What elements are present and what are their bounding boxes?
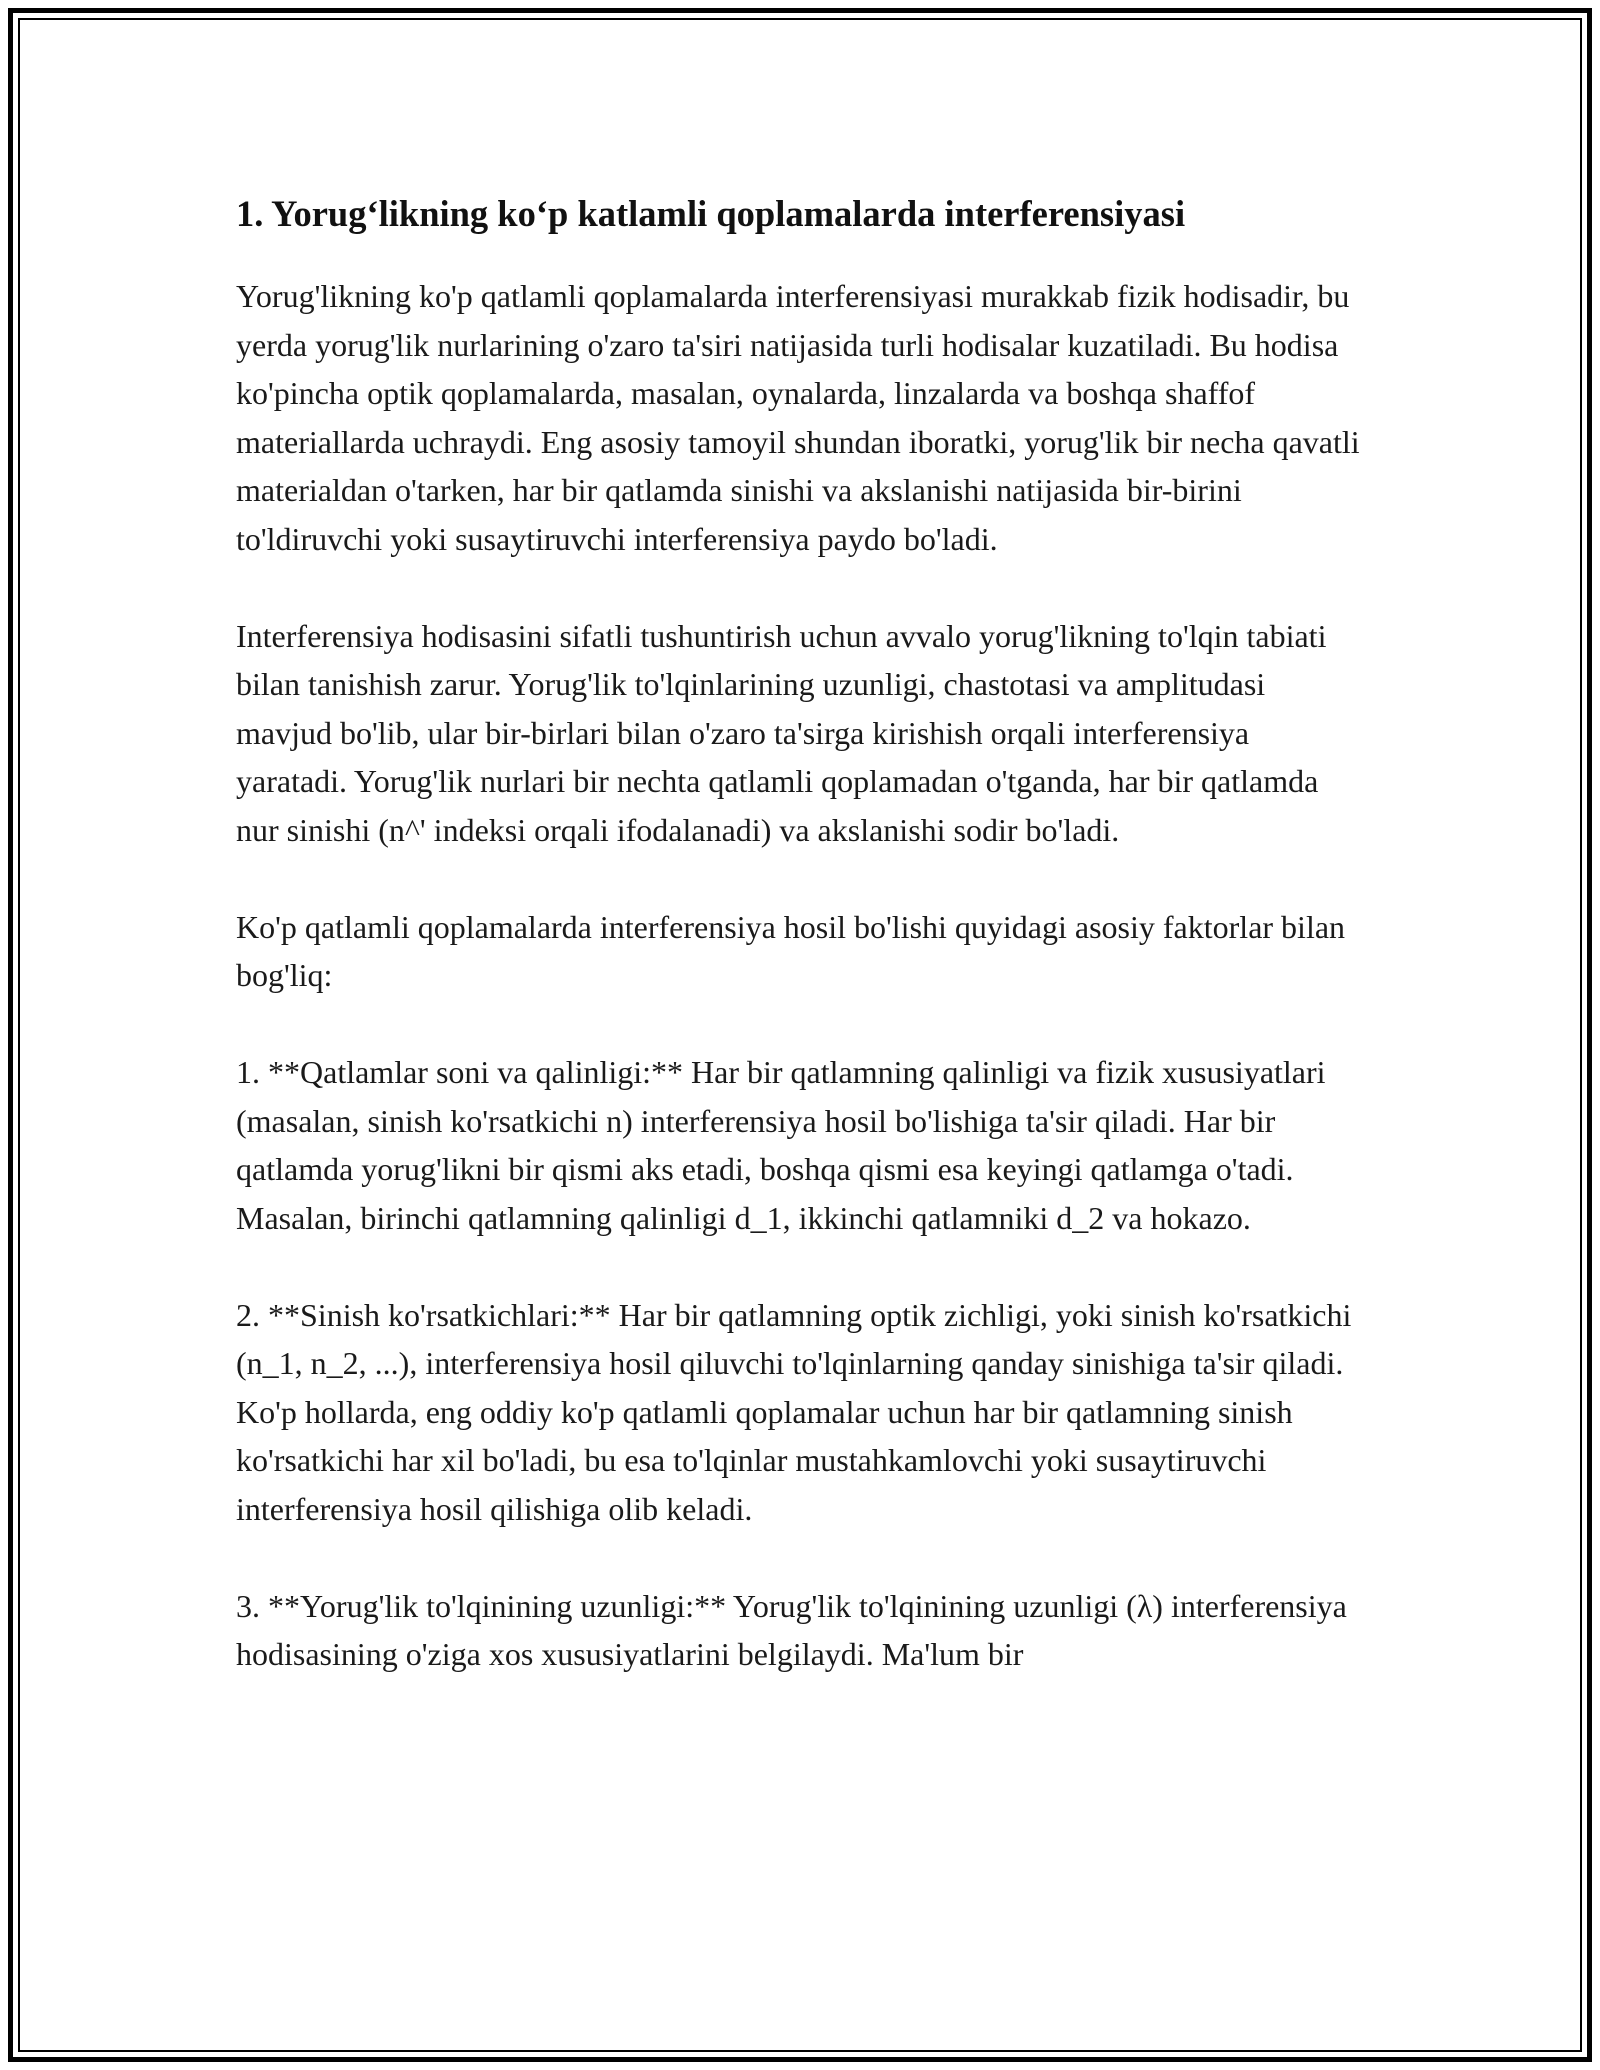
list-item-layers: 1. **Qatlamlar soni va qalinligi:** Har bir qatlamning qalinligi va fizik xususiyatlari (masalan, sinish ko'rsatkichi n) interferensiya hosil bo'lishiga ta'sir qiladi. Har bir qatlamda yorug'likni bir qismi aks etadi, boshqa qismi esa keyingi qatlamga o'tadi. Masalan, birinchi qatlamning qalinligi d_1, ikkinchi qatlamniki d_2 va hokazo. — [236, 1054, 1326, 1236]
document-body — [236, 190, 1366, 1679]
list-item-refraction: 2. **Sinish ko'rsatkichlari:** Har bir qatlamning optik zichligi, yoki sinish ko'rsatkichi (n_1, n_2, ...), interferensiya hosil qiluvchi to'lqinlarning qanday sinishiga ta'sir qiladi. Ko'p hollarda, eng oddiy ko'p qatlamli qoplamalar uchun har bir qatlamning sinish ko'rsatkichi har xil bo'ladi, bu esa to'lqinlar mustahkamlovchi yoki susaytiruvchi interferensiya hosil qilishiga olib keladi. — [236, 1296, 1352, 1527]
section-heading: 1. Yorug‘likning ko‘p katlamli qoplamalarda interferensiyasi — [236, 193, 1186, 234]
paragraph-wave-nature: Interferensiya hodisasini sifatli tushuntirish uchun avvalo yorug'likning to'lqin tabiati bilan tanishish zarur. Yorug'lik to'lqinlarining uzunligi, chastotasi va amplitudasi mavjud bo'lib, ular bir-birlari bilan o'zaro ta'sirga kirishish orqali interferensiya yaratadi. Yorug'lik nurlari bir nechta qatlamli qoplamadan o'tganda, har bir qatlamda nur sinishi (n^' indeksi orqali ifodalanadi) va akslanishi sodir bo'ladi. — [236, 617, 1327, 848]
list-item-wavelength: 3. **Yorug'lik to'lqinining uzunligi:** Yorug'lik to'lqinining uzunligi (λ) interferensiya hodisasining o'ziga xos xususiyatlarini belgilaydi. Ma'lum bir — [236, 1587, 1347, 1672]
paragraph-intro: Yorug'likning ko'p qatlamli qoplamalarda interferensiyasi murakkab fizik hodisadir, bu yerda yorug'lik nurlarining o'zaro ta'siri natijasida turli hodisalar kuzatiladi. Bu hodisa ko'pincha optik qoplamalarda, masalan, oynalarda, linzalarda va boshqa shaffof materiallarda uchraydi. Eng asosiy tamoyil shundan iboratki, yorug'lik bir necha qavatli materialdan o'tarken, har bir qatlamda sinishi va akslanishi natijasida bir-birini to'ldiruvchi yoki susaytiruvchi interferensiya paydo bo'ladi. — [236, 278, 1360, 557]
paragraph-factors-intro: Ko'p qatlamli qoplamalarda interferensiya hosil bo'lishi quyidagi asosiy faktorlar bilan bog'liq: — [236, 908, 1346, 993]
